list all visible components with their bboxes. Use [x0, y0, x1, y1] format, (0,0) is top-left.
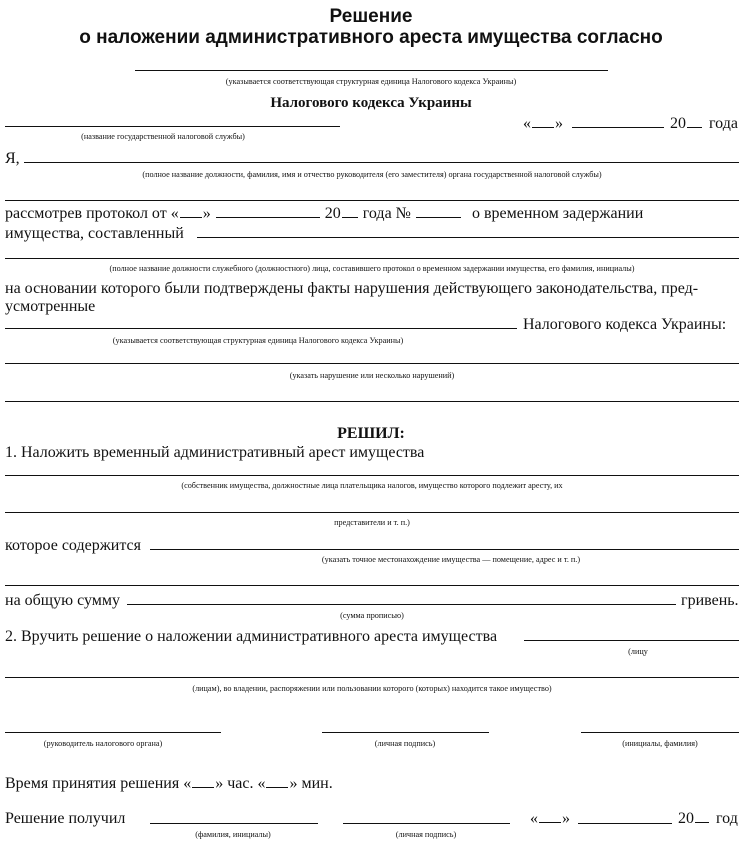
- caption-tax-service-name: (название государственной налоговой службы): [81, 132, 245, 141]
- decision-item-2: 2. Вручить решение о наложении административного ареста имущества: [5, 628, 498, 645]
- received-date: [530, 810, 570, 828]
- header-year-field[interactable]: [687, 126, 702, 128]
- page-subtitle: о наложении административного ареста имущества согласно: [79, 27, 663, 48]
- minute-field[interactable]: [266, 786, 288, 788]
- tax-code-end-label: Налогового кодекса Украины:: [523, 316, 727, 333]
- caption-signature: (личная подпись): [374, 739, 436, 748]
- official-name-field[interactable]: [24, 162, 739, 163]
- initials-field[interactable]: [581, 732, 739, 733]
- protocol-year-field[interactable]: [342, 216, 358, 218]
- reviewed-text-1: рассмотрев протокол от «: [5, 205, 179, 222]
- property-composed-label: имущества, составленный: [5, 225, 184, 242]
- receiver-signature-field[interactable]: [343, 823, 510, 824]
- received-day-field[interactable]: [539, 821, 561, 823]
- location-field[interactable]: [150, 549, 739, 550]
- caption-tax-code-unit: (указывается соответствующая структурная единица Налогового кодекса Украины): [225, 77, 517, 86]
- caption-persons: (лицам), во владении, распоряжении или пользовании которого (которых) находится такое имущество): [192, 684, 552, 693]
- owner-field-2[interactable]: [5, 512, 739, 513]
- caption-official-name: (полное название должности, фамилия, имя и отчество руководителя (его заместителя) органа государственной налоговой службы): [142, 170, 602, 179]
- location-field-2[interactable]: [5, 585, 739, 586]
- caption-violation: (указать нарушение или несколько нарушений): [289, 371, 455, 380]
- facts-line-1: на основании которого были подтверждены факты нарушения действующего законодательства, пред-: [5, 280, 699, 297]
- caption-initials: (инициалы, фамилия): [622, 739, 698, 748]
- violation-field[interactable]: [5, 363, 739, 364]
- reviewed-protocol-line: [5, 205, 643, 223]
- header-close-quote: »: [555, 115, 563, 132]
- sum-field[interactable]: [127, 604, 676, 605]
- reviewed-text-5: о временном задержании: [471, 205, 644, 222]
- footer-year-word: год: [716, 810, 738, 827]
- tax-code-unit-field[interactable]: [135, 70, 608, 71]
- caption-sum: (сумма прописью): [340, 611, 404, 620]
- facts-line-2: усмотренные: [5, 298, 96, 315]
- header-year-word: года: [709, 115, 738, 132]
- head-field[interactable]: [5, 732, 221, 733]
- reviewed-text-4: года №: [362, 205, 411, 222]
- time-text-1: Время принятия решения «: [5, 775, 192, 792]
- receiver-name-field[interactable]: [150, 823, 318, 824]
- received-year: [678, 810, 738, 828]
- persons-field[interactable]: [5, 677, 739, 678]
- page-title: Решение: [329, 6, 413, 27]
- total-sum-label: на общую сумму: [5, 592, 121, 609]
- received-year-field[interactable]: [695, 821, 709, 823]
- violation-field-2[interactable]: [5, 401, 739, 402]
- tax-code-unit-field-2[interactable]: [5, 328, 517, 329]
- hryvnia-label: гривень.: [681, 592, 739, 609]
- protocol-month-field[interactable]: [216, 216, 320, 218]
- time-text-3: » мин.: [289, 775, 333, 792]
- caption-owner-1: (собственник имущества, должностные лица плательщика налогов, имущество которого подлежит аресту, их: [181, 481, 563, 490]
- caption-tax-code-unit-2: (указывается соответствующая структурная единица Налогового кодекса Украины): [112, 336, 404, 345]
- header-open-quote: «: [523, 115, 531, 132]
- caption-receiver-signature: (личная подпись): [395, 830, 457, 839]
- footer-year-prefix: 20: [678, 810, 694, 827]
- decision-time-line: [5, 775, 333, 793]
- owner-field[interactable]: [5, 475, 739, 476]
- decision-item-1: 1. Наложить временный административный арест имущества: [5, 444, 425, 461]
- decision-heading: РЕШИЛ:: [337, 425, 405, 442]
- signature-field[interactable]: [322, 732, 489, 733]
- footer-open-quote: «: [530, 810, 538, 827]
- header-month-field[interactable]: [572, 127, 664, 128]
- footer-close-quote: »: [562, 810, 570, 827]
- i-prefix: Я,: [5, 150, 20, 167]
- header-day-field[interactable]: [532, 126, 554, 128]
- caption-head: (руководитель налогового органа): [43, 739, 163, 748]
- hour-field[interactable]: [192, 786, 214, 788]
- reviewed-text-3: 20: [324, 205, 341, 222]
- protocol-number-field[interactable]: [416, 216, 461, 218]
- caption-receiver-name: (фамилия, инициалы): [195, 830, 271, 839]
- received-month-field[interactable]: [578, 823, 672, 824]
- protocol-author-field[interactable]: [197, 237, 739, 238]
- caption-protocol-author: (полное название должности служебного (должностного) лица, составившего протокол о временном задержании имущества, его фамилия, инициалы): [109, 264, 635, 273]
- caption-person: (лицу: [628, 647, 648, 656]
- tax-code-label: Налогового кодекса Украины: [270, 95, 472, 111]
- header-date: [523, 115, 563, 133]
- caption-location: (указать точное местонахождение имущества — помещение, адрес и т. п.): [321, 555, 581, 564]
- person-field[interactable]: [524, 640, 739, 641]
- caption-owner-2: представители и т. п.): [334, 518, 410, 527]
- protocol-day-field[interactable]: [180, 216, 202, 218]
- time-text-2: » час. «: [215, 775, 266, 792]
- tax-service-name-field[interactable]: [5, 126, 340, 127]
- protocol-author-field-2[interactable]: [5, 258, 739, 259]
- official-name-field-2[interactable]: [5, 200, 739, 201]
- contained-label: которое содержится: [5, 537, 141, 554]
- reviewed-text-2: »: [202, 205, 211, 222]
- header-year: [670, 115, 738, 133]
- received-label: Решение получил: [5, 810, 126, 827]
- header-year-prefix: 20: [670, 115, 686, 132]
